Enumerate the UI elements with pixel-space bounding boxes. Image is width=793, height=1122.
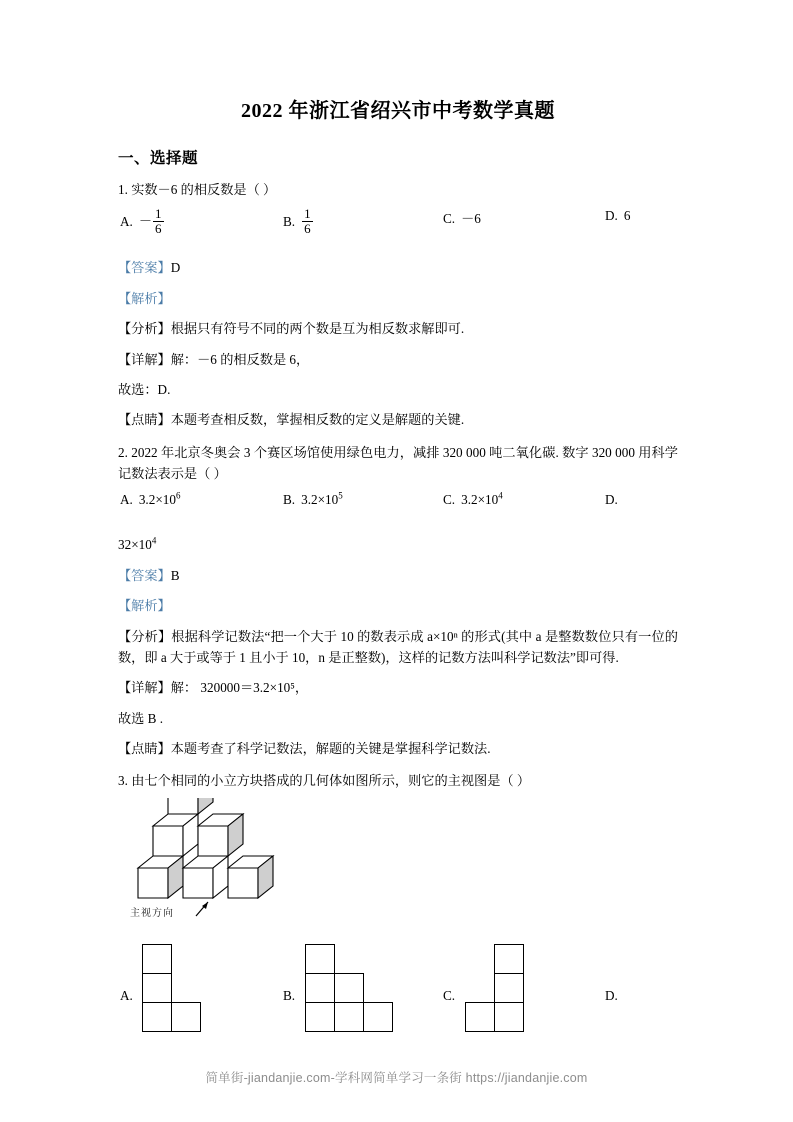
summary-label: 【点睛】 bbox=[118, 741, 171, 756]
grid-cell bbox=[334, 973, 364, 1003]
analysis-text: 根据科学记数法“把一个大于 10 的数表示成 a×10ⁿ 的形式(其中 a 是整数数位只有一位的数，即 a 大于或等于 1 且小于 10，n 是正整数)，这样的记数方法叫科学记数法”即可得. bbox=[118, 628, 678, 665]
grid-cell bbox=[171, 1002, 201, 1032]
question-1-analysis bbox=[118, 318, 678, 339]
option-2-d-label: D. bbox=[605, 492, 618, 508]
grid-cell bbox=[142, 944, 172, 974]
analysis-text: 根据只有符号不同的两个数是互为相反数求解即可. bbox=[170, 321, 465, 337]
summary-label: 【点睛】 bbox=[118, 412, 171, 428]
option-1-a-numerator: 1 bbox=[155, 206, 162, 222]
detail-label: 【详解】 bbox=[118, 680, 171, 696]
question-2-options bbox=[118, 492, 678, 532]
grid-cell bbox=[305, 944, 335, 974]
shape-option-a-label: A. bbox=[120, 987, 133, 1003]
option-2-d-exponent: 4 bbox=[151, 535, 157, 546]
question-2-analysis bbox=[118, 626, 678, 669]
option-2-a-mantissa: 3.2×10 bbox=[138, 492, 176, 508]
question-1-stem: 1. 实数－6 的相反数是（ ） bbox=[118, 182, 277, 197]
page-title: 2022 年浙江省绍兴市中考数学真题 bbox=[241, 100, 555, 122]
option-1-b-denominator: 6 bbox=[304, 221, 311, 237]
option-2-a-label: A. bbox=[120, 492, 133, 508]
analysis-tag: 【解析】 bbox=[118, 290, 171, 306]
analysis-label: 【分析】 bbox=[118, 628, 172, 644]
question-2-conclusion bbox=[118, 708, 678, 729]
option-2-a-exponent: 6 bbox=[175, 490, 181, 501]
option-2-c-label: C. bbox=[443, 492, 456, 508]
conclusion-text: 故选：D. bbox=[118, 381, 171, 397]
question-3-stem: 3. 由七个相同的小立方块搭成的几何体如图所示，则它的主视图是（ ） bbox=[118, 773, 531, 789]
question-2-detail bbox=[118, 677, 678, 698]
option-1-d[interactable] bbox=[605, 208, 630, 224]
question-1-answer bbox=[118, 257, 678, 278]
grid-cell bbox=[334, 1002, 364, 1032]
option-1-c[interactable] bbox=[443, 208, 481, 227]
grid-cell bbox=[142, 973, 172, 1003]
option-1-c-value: －6 bbox=[461, 211, 481, 227]
option-2-d[interactable] bbox=[605, 492, 624, 508]
option-1-d-label: D. bbox=[605, 208, 618, 224]
option-1-b-numerator: 1 bbox=[304, 206, 311, 222]
detail-text: 解：－6 的相反数是 6， bbox=[170, 351, 310, 367]
cube-stack-svg bbox=[126, 798, 366, 918]
section-heading: 一、选择题 bbox=[118, 150, 199, 167]
analysis-label: 【分析】 bbox=[118, 321, 171, 337]
question-1-summary bbox=[118, 409, 678, 430]
option-2-b[interactable] bbox=[283, 492, 343, 508]
analysis-tag: 【解析】 bbox=[118, 598, 171, 614]
conclusion-text: 故选 B . bbox=[118, 710, 164, 726]
option-2-d-mantissa: 32×10 bbox=[118, 537, 152, 553]
option-1-d-value: 6 bbox=[623, 208, 631, 224]
answer-tag: 【答案】 bbox=[118, 260, 171, 276]
option-2-c-mantissa: 3.2×10 bbox=[461, 492, 499, 508]
view-direction-label: 主视方向 bbox=[130, 907, 174, 919]
question-2-answer bbox=[118, 565, 678, 586]
question-1-analysis-tag bbox=[118, 288, 678, 309]
option-2-b-mantissa: 3.2×10 bbox=[301, 492, 339, 508]
grid-cell bbox=[465, 1002, 495, 1032]
answer-value: B bbox=[170, 567, 180, 583]
grid-cell bbox=[494, 973, 524, 1003]
shape-option-d-label: D. bbox=[605, 987, 618, 1003]
option-1-a-sign: － bbox=[138, 213, 153, 229]
option-1-a-fraction bbox=[153, 207, 164, 236]
cube-stack-figure bbox=[126, 798, 366, 936]
view-direction-arrow bbox=[196, 902, 208, 916]
option-1-b-fraction bbox=[302, 207, 313, 236]
question-2-summary bbox=[118, 738, 678, 759]
question-2-stem: 2. 2022 年北京冬奥会 3 个赛区场馆使用绿色电力，减排 320 000 吨二氧化碳. 数字 320 000 用科学记数法表示是（ ） bbox=[118, 444, 678, 481]
question-1-detail bbox=[118, 349, 678, 370]
option-1-a-label: A. bbox=[120, 213, 133, 229]
detail-label: 【详解】 bbox=[118, 351, 171, 367]
option-1-b-label: B. bbox=[283, 213, 296, 229]
grid-cell bbox=[494, 1002, 524, 1032]
answer-tag: 【答案】 bbox=[118, 567, 171, 583]
option-2-b-exponent: 5 bbox=[338, 490, 343, 501]
grid-cell bbox=[494, 944, 524, 974]
option-2-c[interactable] bbox=[443, 492, 503, 508]
grid-cell bbox=[142, 1002, 172, 1032]
page-content bbox=[118, 0, 678, 1056]
grid-cell bbox=[305, 973, 335, 1003]
option-1-c-label: C. bbox=[443, 211, 456, 227]
grid-cell bbox=[305, 1002, 335, 1032]
option-1-a[interactable] bbox=[120, 208, 165, 237]
detail-text: 解： 320000＝3.2×10⁵， bbox=[170, 680, 309, 696]
question-1-options bbox=[118, 208, 678, 248]
summary-text: 本题考查了科学记数法，解题的关键是掌握科学记数法. bbox=[170, 741, 491, 756]
option-2-c-exponent: 4 bbox=[498, 490, 503, 501]
answer-value: D bbox=[170, 260, 181, 276]
option-1-b[interactable] bbox=[283, 208, 314, 237]
footer-watermark: 简单街-jiandanjie.com-学科网简单学习一条街 https://jiandanjie.com bbox=[205, 1071, 588, 1085]
shape-option-c-label: C. bbox=[443, 987, 456, 1003]
shape-option-b-label: B. bbox=[283, 987, 296, 1003]
option-2-a[interactable] bbox=[120, 492, 180, 508]
summary-text: 本题考查相反数，掌握相反数的定义是解题的关键. bbox=[170, 412, 465, 428]
question-3-shape-options bbox=[118, 944, 678, 1056]
question-2-analysis-tag bbox=[118, 595, 678, 616]
option-1-a-denominator: 6 bbox=[155, 221, 162, 237]
option-2-b-label: B. bbox=[283, 492, 296, 508]
option-2-d-wrapped-value bbox=[118, 534, 678, 555]
question-1-conclusion bbox=[118, 379, 678, 400]
grid-cell bbox=[363, 1002, 393, 1032]
